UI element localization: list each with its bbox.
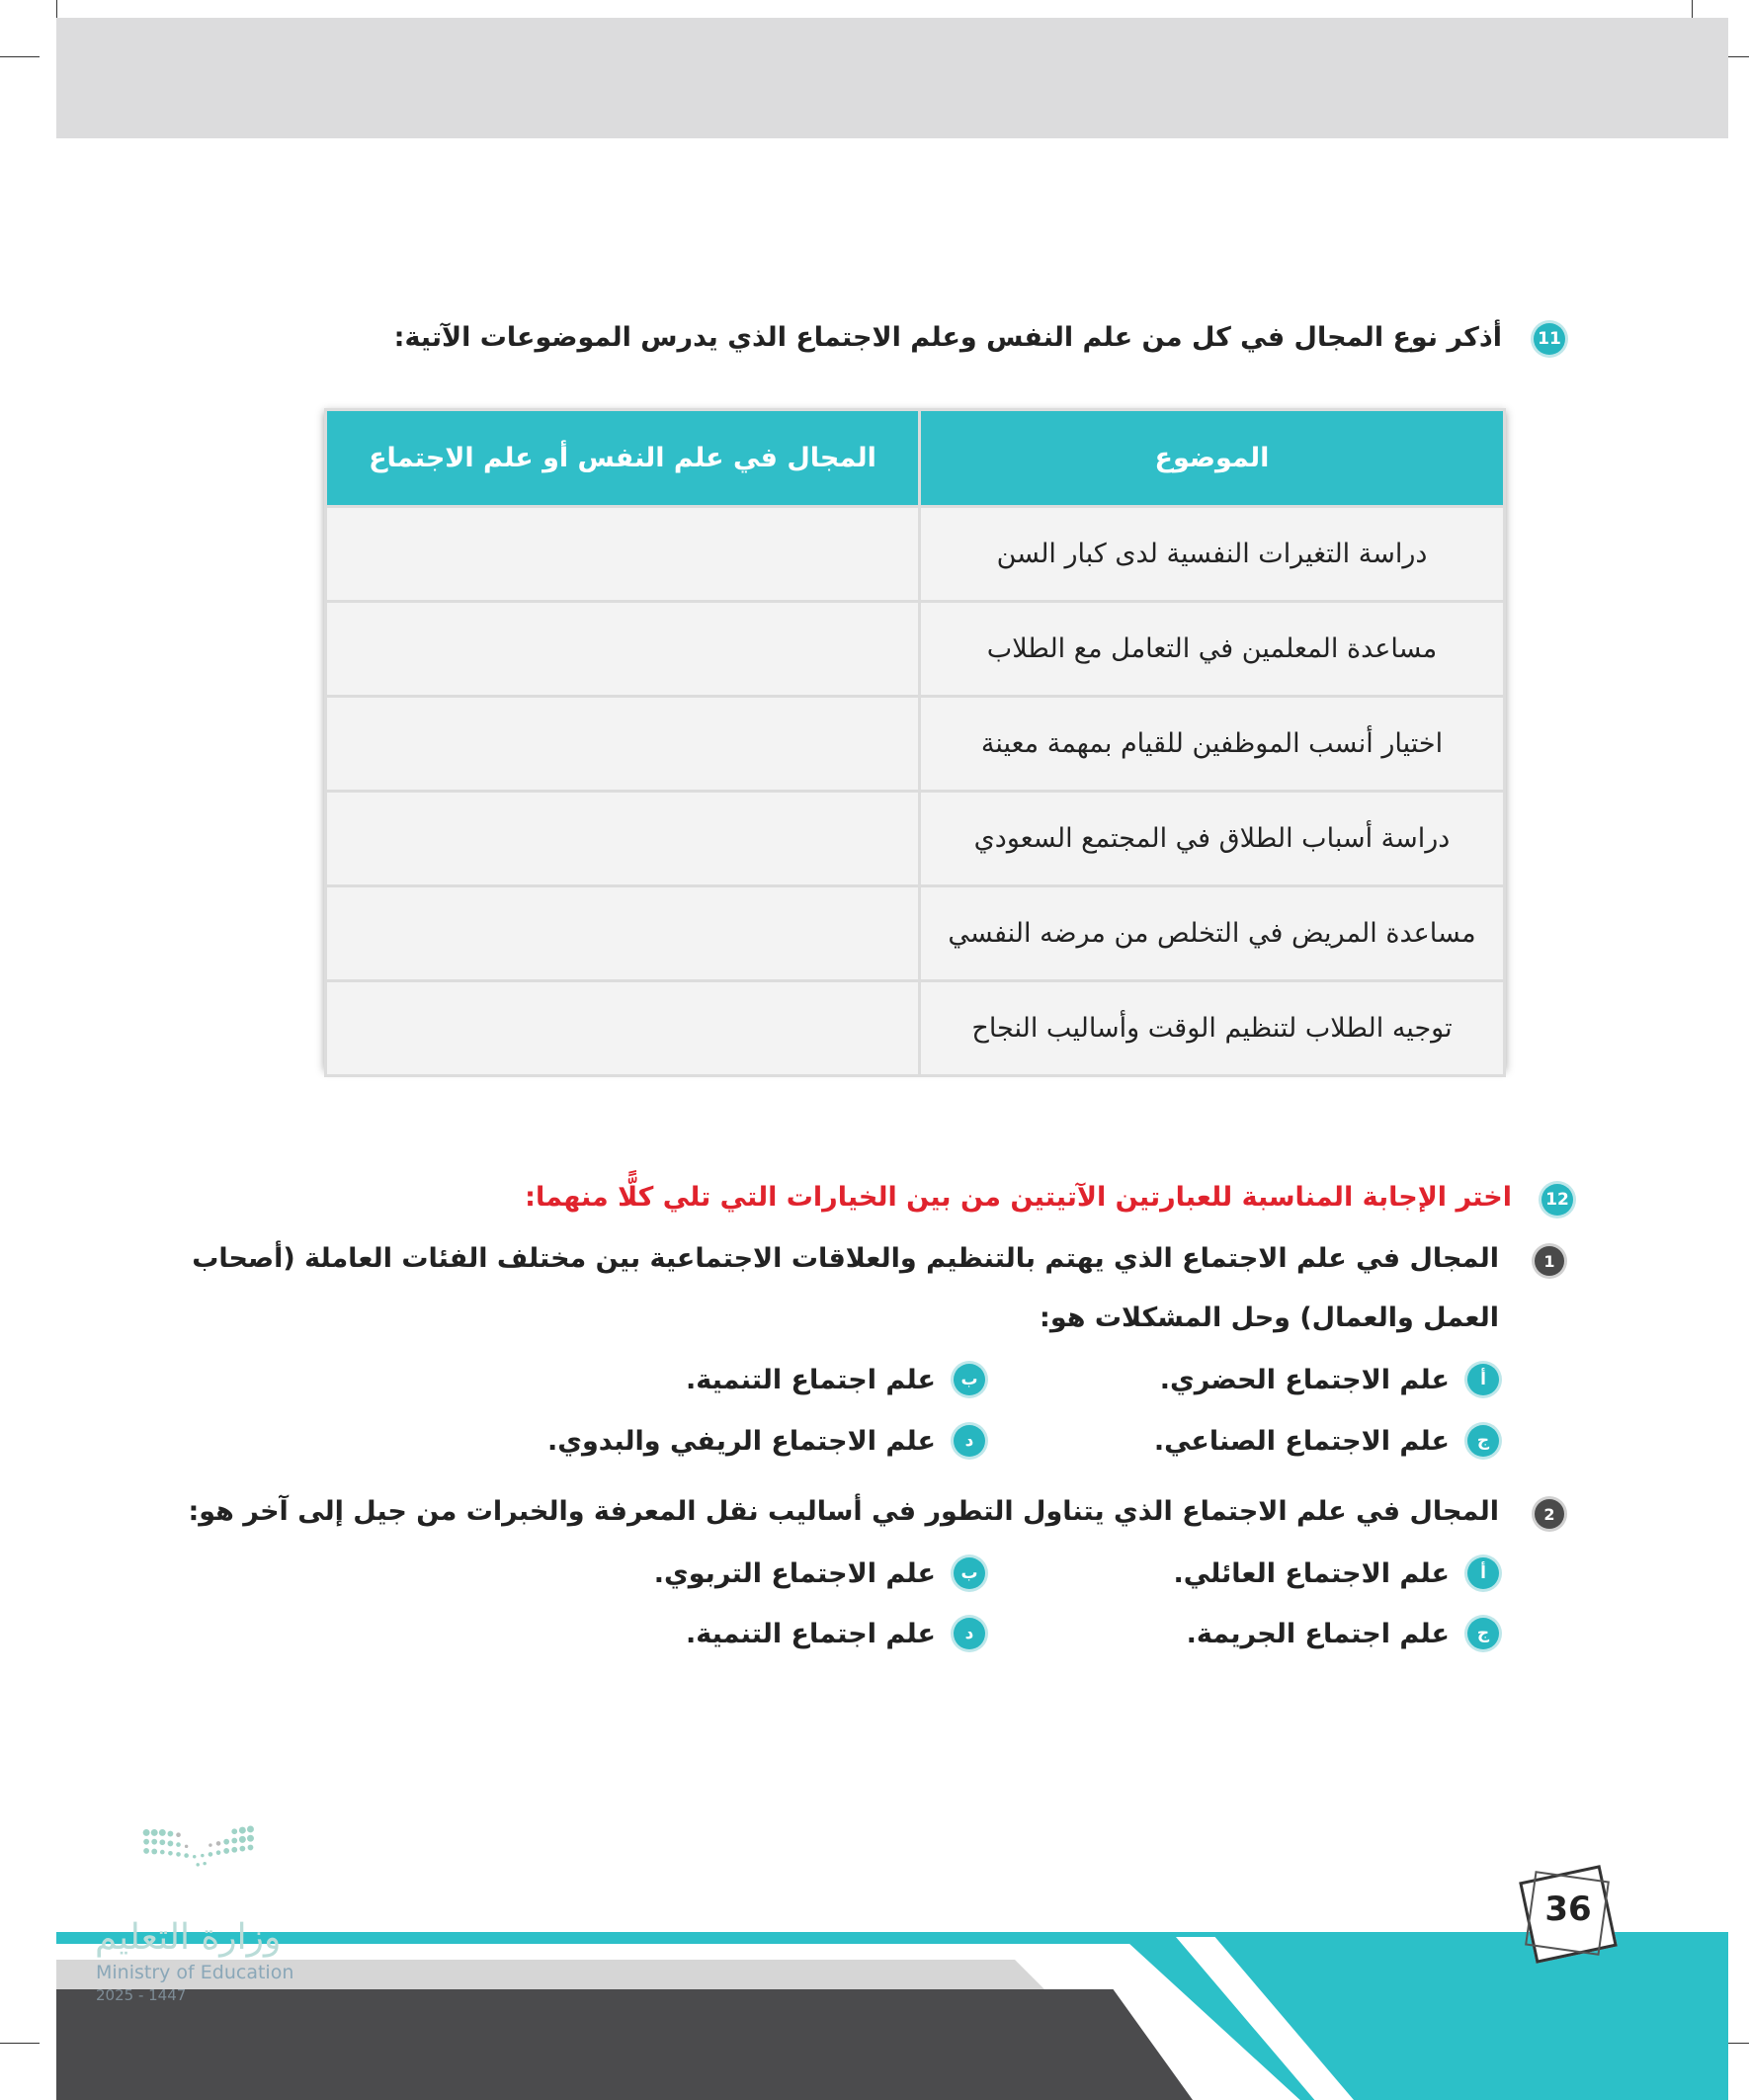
table-row: [326, 697, 1505, 792]
logo-english-text: Ministry of Education: [96, 1962, 294, 1983]
option-letter-badge: ب: [954, 1364, 985, 1395]
answer-cell[interactable]: [326, 697, 920, 792]
item-2-option-b[interactable]: [654, 1557, 985, 1589]
ministry-logo-icon: [95, 1822, 312, 1931]
option-text: علم الاجتماع الحضري.: [1159, 1364, 1450, 1395]
topic-cell: دراسة التغيرات النفسية لدى كبار السن: [920, 507, 1505, 602]
option-letter-badge: ج: [1467, 1425, 1499, 1457]
topic-cell: مساعدة المعلمين في التعامل مع الطلاب: [920, 602, 1505, 697]
item-2-option-a[interactable]: [1174, 1557, 1499, 1589]
answer-cell[interactable]: [326, 602, 920, 697]
table-row: [326, 507, 1505, 602]
page-number: 36: [1544, 1890, 1592, 1929]
logo-year: 2025 - 1447: [96, 1986, 187, 2004]
item-1-number: 1: [1535, 1246, 1564, 1276]
item-2-option-d[interactable]: [686, 1618, 985, 1649]
option-text: علم الاجتماع الصناعي.: [1153, 1425, 1450, 1457]
answer-cell[interactable]: [326, 507, 920, 602]
question-12-text: اختر الإجابة المناسبة للعبارتين الآتيتين من بين الخيارات التي تلي كلًّا منهما:: [525, 1182, 1512, 1213]
item-1-line1: المجال في علم الاجتماع الذي يهتم بالتنظيم والعلاقات الاجتماعية بين مختلف الفئات العاملة (أصحاب: [192, 1243, 1499, 1274]
header-topic: الموضوع: [920, 410, 1505, 507]
option-text: علم الاجتماع الريفي والبدوي.: [546, 1425, 936, 1457]
question-11-number: 11: [1534, 323, 1565, 355]
table-row: [326, 886, 1505, 981]
footer-dark-band: [56, 1989, 1193, 2100]
table-row: [326, 602, 1505, 697]
topic-cell: توجيه الطلاب لتنظيم الوقت وأساليب النجاح: [920, 981, 1505, 1076]
option-text: علم اجتماع التنمية.: [685, 1364, 936, 1395]
question-11-text: أذكر نوع المجال في كل من علم النفس وعلم الاجتماع الذي يدرس الموضوعات الآتية:: [393, 322, 1502, 353]
item-1-option-b[interactable]: [686, 1364, 985, 1395]
option-text: علم الاجتماع التربوي.: [653, 1557, 936, 1589]
answer-cell[interactable]: [326, 886, 920, 981]
option-letter-badge: أ: [1467, 1364, 1499, 1395]
table-header-row: [326, 410, 1505, 507]
option-text: علم الاجتماع العائلي.: [1173, 1557, 1450, 1589]
topics-table-grid: [324, 408, 1506, 1077]
crop-mark: [0, 2043, 40, 2044]
item-1-option-d[interactable]: [547, 1425, 985, 1457]
answer-cell[interactable]: [326, 792, 920, 886]
option-text: علم اجتماع التنمية.: [685, 1618, 936, 1649]
logo-arabic-text: وزارة التعليم: [95, 1917, 282, 1958]
header-field: المجال في علم النفس أو علم الاجتماع: [326, 410, 920, 507]
option-text: علم اجتماع الجريمة.: [1186, 1618, 1450, 1649]
item-2-line1: المجال في علم الاجتماع الذي يتناول التطور في أساليب نقل المعرفة والخبرات من جيل إلى آخر هو:: [188, 1496, 1499, 1527]
option-letter-badge: ب: [954, 1557, 985, 1589]
option-letter-badge: ج: [1467, 1618, 1499, 1649]
question-12-number: 12: [1541, 1184, 1573, 1216]
option-letter-badge: د: [954, 1618, 985, 1649]
crop-mark: [0, 56, 40, 57]
table-row: [326, 981, 1505, 1076]
topic-cell: دراسة أسباب الطلاق في المجتمع السعودي: [920, 792, 1505, 886]
item-1-option-c[interactable]: [1154, 1425, 1499, 1457]
item-2-number: 2: [1535, 1499, 1564, 1529]
item-1-line2: العمل والعمال) وحل المشكلات هو:: [1040, 1302, 1499, 1333]
item-1-option-a[interactable]: [1160, 1364, 1499, 1395]
topic-cell: مساعدة المريض في التخلص من مرضه النفسي: [920, 886, 1505, 981]
option-letter-badge: أ: [1467, 1557, 1499, 1589]
item-2-option-c[interactable]: [1187, 1618, 1499, 1649]
header-band: [56, 18, 1728, 138]
table-row: [326, 792, 1505, 886]
option-letter-badge: د: [954, 1425, 985, 1457]
topics-table: [324, 408, 1506, 1068]
answer-cell[interactable]: [326, 981, 920, 1076]
topic-cell: اختيار أنسب الموظفين للقيام بمهمة معينة: [920, 697, 1505, 792]
